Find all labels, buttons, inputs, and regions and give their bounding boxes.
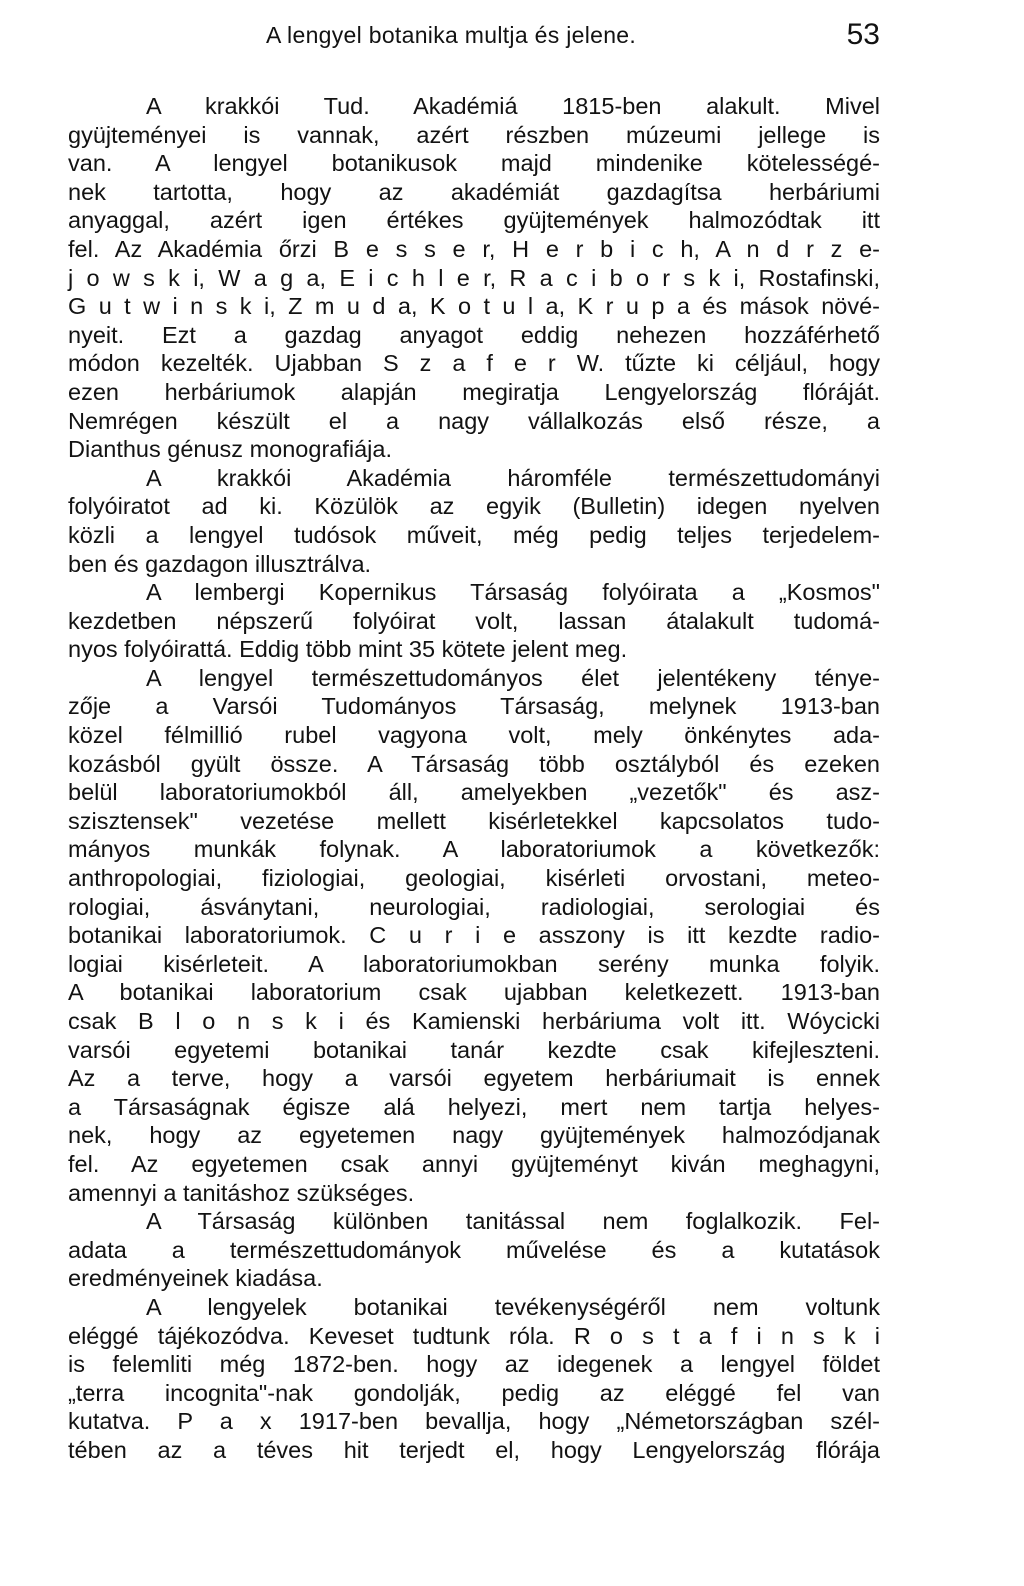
text-line: A botanikai laboratorium csak ujabban keletkezett. 1913-ban <box>68 979 880 1006</box>
text-line: botanikai laboratoriumok. C u r i e asszony is itt kezdte radio- <box>68 922 880 949</box>
text-line: adata a természettudományok művelése és a kutatások <box>68 1236 880 1263</box>
text-line: is felemliti még 1872-ben. hogy az idegenek a lengyel földet <box>68 1351 880 1378</box>
text-line: gyüjteményei is vannak, azért részben múzeumi jellege is <box>68 121 880 148</box>
text-line: j o w s k i, W a g a, E i c h l e r, R a c i b o r s k i, Rostafinski, <box>68 264 880 291</box>
text-line: szisztensek" vezetése mellett kisérletekkel kapcsolatos tudo- <box>68 807 880 834</box>
text-line: anthropologiai, fiziologiai, geologiai, kisérleti orvostani, meteo- <box>68 865 880 892</box>
text-line: Az a terve, hogy a varsói egyetem herbáriumait is ennek <box>68 1065 880 1092</box>
text-line: fel. Az egyetemen csak annyi gyüjteményt kiván meghagyni, <box>68 1150 880 1177</box>
text-line: G u t w i n s k i, Z m u d a, K o t u l a, K r u p a és mások növé- <box>68 293 880 320</box>
text-line: eléggé tájékozódva. Keveset tudtunk róla. R o s t a f i n s k i <box>68 1322 880 1349</box>
text-line: kozásból gyült össze. A Társaság több osztályból és ezeken <box>68 750 880 777</box>
text-line: nek, hogy az egyetemen nagy gyüjtemények halmozódjanak <box>68 1122 880 1149</box>
text-line: folyóiratot ad ki. Közülök az egyik (Bulletin) idegen nyelven <box>68 493 880 520</box>
text-line: módon kezelték. Ujabban S z a f e r W. tűzte ki céljául, hogy <box>68 350 880 377</box>
text-line: anyaggal, azért igen értékes gyüjtemények halmozódtak itt <box>68 207 880 234</box>
text-line: tében az a téves hit terjedt el, hogy Lengyelország flórája <box>68 1436 880 1463</box>
text-line: közli a lengyel tudósok műveit, még pedig teljes terjedelem- <box>68 521 880 548</box>
text-line: A lengyelek botanikai tevékenységéről nem voltunk <box>146 1293 880 1320</box>
text-line: ben és gazdagon illusztrálva. <box>68 550 372 577</box>
text-line: A krakkói Akadémia háromféle természettudományi <box>146 464 880 491</box>
text-line: nyos folyóirattá. Eddig több mint 35 kötete jelent meg. <box>68 636 628 663</box>
text-line: Dianthus génusz monografiája. <box>68 436 392 463</box>
page-header <box>68 18 880 58</box>
text-line: van. A lengyel botanikusok majd mindenike kötelességé- <box>68 150 880 177</box>
text-line: amennyi a tanitáshoz szükséges. <box>68 1179 415 1206</box>
text-line: csak B l o n s k i és Kamienski herbáriuma volt itt. Wóycicki <box>68 1008 880 1034</box>
text-line: közel félmillió rubel vagyona volt, mely önkénytes ada- <box>68 722 880 749</box>
text-line: kezdetben népszerű folyóirat volt, lassan átalakult tudomá- <box>68 607 880 634</box>
text-line: A krakkói Tud. Akadémiá 1815-ben alakult. Mivel <box>146 93 880 119</box>
page-number: 53 <box>846 18 880 51</box>
text-line: „terra incognita"-nak gondolják, pedig az eléggé fel van <box>68 1379 880 1406</box>
text-line: zője a Varsói Tudományos Társaság, melynek 1913-ban <box>68 693 880 720</box>
text-line: fel. Az Akadémia őrzi B e s s e r, H e r b i c h, A n d r z e- <box>68 235 880 262</box>
text-line: rologiai, ásványtani, neurologiai, radiologiai, serologiai és <box>68 893 880 920</box>
running-head: A lengyel botanika multja és jelene. <box>266 22 637 48</box>
text-line: Nemrégen készült el a nagy vállalkozás első része, a <box>68 407 880 434</box>
text-line: belül laboratoriumokból áll, amelyekben „vezetők" és asz- <box>68 779 880 806</box>
text-line: varsói egyetemi botanikai tanár kezdte csak kifejleszteni. <box>68 1036 880 1063</box>
text-line: nyeit. Ezt a gazdag anyagot eddig nehezen hozzáférhető <box>68 321 880 348</box>
text-line: a Társaságnak égisze alá helyezi, mert nem tartja helyes- <box>68 1093 880 1120</box>
text-line: mányos munkák folynak. A laboratoriumok a következők: <box>68 836 880 863</box>
text-line: ezen herbáriumok alapján megiratja Lengyelország flóráját. <box>68 378 880 405</box>
body-text <box>68 92 880 1465</box>
text-line: A lengyel természettudományos élet jelentékeny ténye- <box>146 664 880 691</box>
text-line: logiai kisérleteit. A laboratoriumokban serény munka folyik. <box>68 950 880 977</box>
text-line: kutatva. P a x 1917-ben bevallja, hogy „Németországban szél- <box>68 1408 880 1435</box>
text-line: nek tartotta, hogy az akadémiát gazdagítsa herbáriumi <box>68 178 880 205</box>
text-line: eredményeinek kiadása. <box>68 1265 323 1292</box>
text-line: A Társaság különben tanitással nem foglalkozik. Fel- <box>146 1208 880 1235</box>
text-line: A lembergi Kopernikus Társaság folyóirata a „Kosmos" <box>146 579 880 606</box>
